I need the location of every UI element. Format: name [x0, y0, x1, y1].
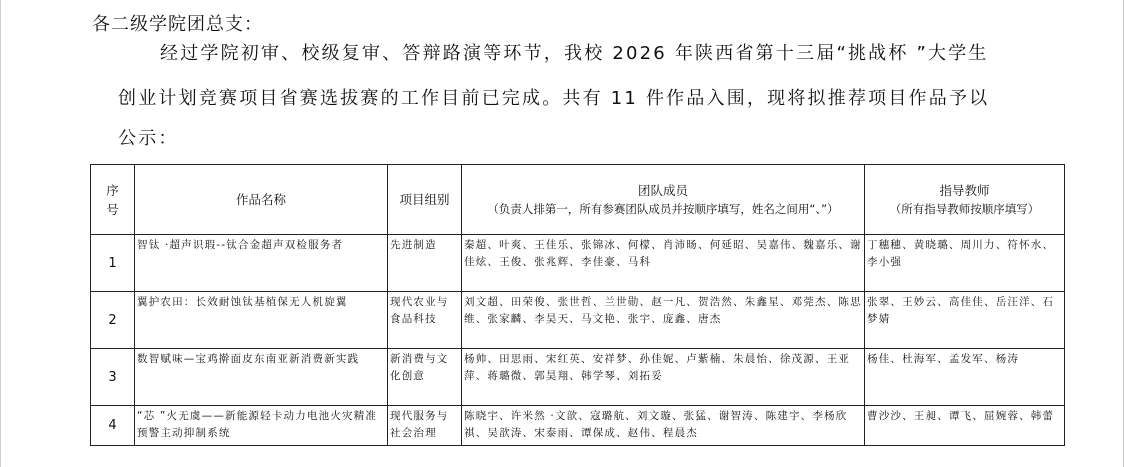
- page-left-edge: [0, 0, 1, 467]
- table-header-row: [91, 165, 1065, 235]
- table-row: [91, 292, 1065, 349]
- header-advisors-note: （所有指导教师按顺序填写）: [889, 201, 1040, 216]
- row-advisors: 杨佳、杜海军、孟发军、杨涛: [865, 349, 1065, 406]
- row-work-name: 翼护农田：长效耐蚀钛基植保无人机旋翼: [135, 292, 388, 349]
- row-group: 现代农业与食品科技: [388, 292, 462, 349]
- row-work-name: 智钛 ·超声识瑕--钛合金超声双检服务者: [135, 235, 388, 292]
- row-work-name: 数智赋味—宝鸡擀面皮东南亚新消费新实践: [135, 349, 388, 406]
- row-members: 陈晓宇、许米然 ·文歆、寇璐航、刘文璇、张猛、谢智涛、陈建宇、李杨欣祺、吴歆涛、宋泰雨、谭保成、赵伟、程晨杰: [462, 406, 865, 446]
- header-work-name: 作品名称: [135, 165, 388, 235]
- header-members: [462, 165, 865, 235]
- header-members-title: 团队成员: [637, 182, 688, 198]
- table-row: [91, 406, 1065, 446]
- row-group: 新消费与文化创意: [388, 349, 462, 406]
- row-group: 先进制造: [388, 235, 462, 292]
- header-index: [91, 165, 135, 235]
- header-advisors: [865, 165, 1065, 235]
- row-index: 2: [91, 292, 135, 349]
- row-index: 4: [91, 406, 135, 446]
- row-members: 秦超、叶爽、王佳乐、张锦冰、何檬、肖沛旸、何延昭、吴嘉伟、魏嘉乐、谢佳炫、王俊、张兆辉、李佳豪、马科: [462, 235, 865, 292]
- header-members-note: （负责人排第一，所有参赛团队成员并按顺序填写，姓名之间用“、”）: [487, 201, 839, 216]
- salutation: 各二级学院团总支：: [92, 14, 263, 35]
- header-advisors-title: 指导教师: [939, 182, 990, 198]
- row-group: 现代服务与社会治理: [388, 406, 462, 446]
- row-work-name: “芯 ”火无虞——新能源轻卡动力电池火灾精准预警主动抑制系统: [135, 406, 388, 446]
- header-index-line2: 号: [106, 201, 119, 217]
- paragraph-line-3: 公示：: [118, 128, 179, 149]
- paragraph-line-1: 经过学院初审、校级复审、答辩路演等环节，我校 2026 年陕西省第十三届“挑战杯 ”大学生: [160, 43, 989, 64]
- row-members: 杨帅、田思雨、宋红英、安祥梦、孙佳妮、卢紫楠、朱晨怡、徐茂源、王亚萍、蒋璐微、郭昊翔、韩学琴、刘拓妥: [462, 349, 865, 406]
- row-advisors: 张翠、王妙云、高佳佳、岳汪洋、石梦婧: [865, 292, 1065, 349]
- row-advisors: 曹沙沙、王昶、谭飞、屈婉蓉、韩蕾: [865, 406, 1065, 446]
- table-row: [91, 349, 1065, 406]
- paragraph-line-2: 创业计划竞赛项目省赛选拔赛的工作目前已完成。共有 11 件作品入围，现将拟推荐项目作品予以: [118, 88, 990, 109]
- row-index: 3: [91, 349, 135, 406]
- header-index-line1: 序: [106, 182, 119, 198]
- row-advisors: 丁穗穗、黄晓璐、周川力、符怀水、李小强: [865, 235, 1065, 292]
- row-members: 刘文超、田荣俊、张世哲、兰世勋、赵一凡、贺浩然、朱鑫星、邓莞杰、陈思维、张家麟、李昊天、马文艳、张宇、庞鑫、唐杰: [462, 292, 865, 349]
- header-group: 项目组别: [388, 165, 462, 235]
- table-row: [91, 235, 1065, 292]
- row-index: 1: [91, 235, 135, 292]
- project-table: [90, 164, 1065, 446]
